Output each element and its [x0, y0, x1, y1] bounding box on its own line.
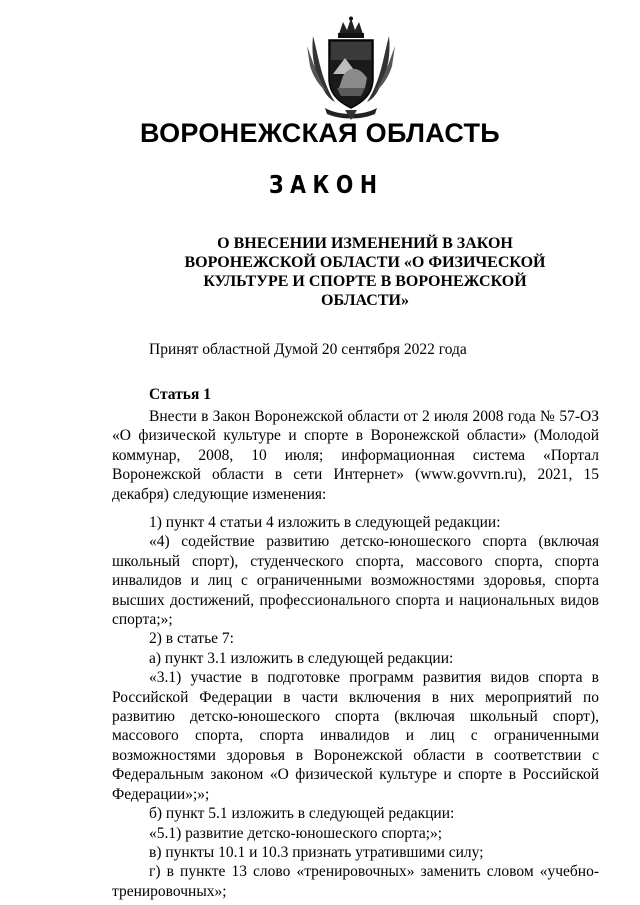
paragraph: 2) в статье 7:: [149, 630, 234, 648]
region-name: ВОРОНЕЖСКАЯ ОБЛАСТЬ: [139, 118, 501, 148]
paragraph: Внести в Закон Воронежской области от 2 июля 2008 года № 57-ОЗ «О физической культуре и спорте в Воронежской области» (Молодой коммунар, 2008, 10 июля; информационная система «Портал Воронежской области в сети Интернет» (www.govvrn.ru), 2021, 15 декабря) следующие изменения:: [112, 408, 599, 503]
law-title: [170, 234, 560, 310]
paragraph: «3.1) участие в подготовке программ развития видов спорта в Российской Федерации в части включения в них мероприятий по развитию детско-юношеского спорта (включая школьный спорт), массового спорта, спорта инвалидов и лиц с ограниченными возможностями здоровья в Воронежской области в соответствии с Федеральным законом «О физической культуре и спорте в Российской Федерации»;»;: [112, 669, 599, 803]
paragraph: 1) пункт 4 статьи 4 изложить в следующей редакции:: [149, 514, 501, 531]
document-type: ЗАКОН: [269, 170, 384, 199]
law-title-line: О ВНЕСЕНИИ ИЗМЕНЕНИЙ В ЗАКОН: [217, 235, 513, 252]
article-intro: [112, 407, 599, 504]
article-heading: Статья 1: [149, 386, 211, 403]
paragraph: а) пункт 3.1 изложить в следующей редакции:: [149, 649, 454, 667]
paragraph: г) в пункте 13 слово «тренировочных» заменить словом «учебно-тренировочных»;: [112, 863, 599, 900]
coat-of-arms-icon: [305, 16, 397, 122]
paragraph: б) пункт 5.1 изложить в следующей редакции:: [149, 805, 455, 823]
law-title-line: ОБЛАСТИ»: [321, 292, 409, 309]
article-items: [112, 513, 599, 901]
paragraph: «5.1) развитие детско-юношеского спорта;»;: [149, 824, 443, 842]
law-title-line: ВОРОНЕЖСКОЙ ОБЛАСТИ «О ФИЗИЧЕСКОЙ: [184, 254, 546, 271]
paragraph: «4) содействие развитию детско-юношеского спорта (включая школьный спорт), студенческого спорта, массового спорта, спорта инвалидов и лиц с ограниченными возможностями здоровья, спорта высших достижений, профессионального спорта и национальных видов спорта;»;: [112, 533, 599, 629]
law-title-line: КУЛЬТУРЕ И СПОРТЕ В ВОРОНЕЖСКОЙ: [203, 273, 527, 290]
paragraph: в) пункты 10.1 и 10.3 признать утратившими силу;: [149, 843, 484, 861]
adoption-date-line: Принят областной Думой 20 сентября 2022 года: [149, 341, 467, 358]
